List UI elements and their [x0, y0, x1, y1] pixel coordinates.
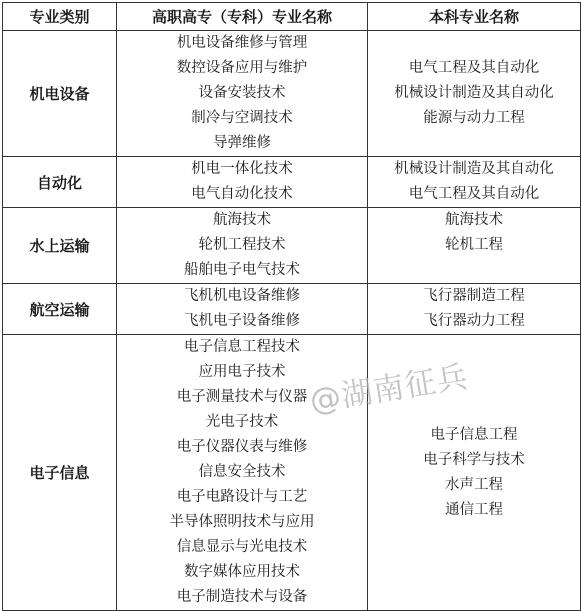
table-row [3, 335, 581, 611]
vocational-major: 电子仪器仪表与维修 [176, 439, 308, 455]
vocational-major: 船舶电子电气技术 [184, 262, 300, 278]
vocational-major: 制冷与空调技术 [191, 110, 293, 126]
undergraduate-cell [368, 284, 581, 335]
undergraduate-major: 通信工程 [445, 501, 503, 518]
vocational-major: 机电一体化技术 [191, 161, 293, 177]
vocational-major: 飞机电子设备维修 [184, 313, 300, 329]
header-category: 专业类别 [3, 3, 117, 31]
vocational-cell [117, 208, 368, 284]
undergraduate-major: 能源与动力工程 [423, 110, 525, 126]
table-header-row [3, 3, 581, 31]
watermark-text: @湖南征兵 [307, 358, 471, 420]
vocational-major: 飞机机电设备维修 [184, 288, 300, 304]
undergraduate-major: 飞行器动力工程 [423, 313, 525, 329]
vocational-major: 机电设备维修与管理 [176, 35, 308, 51]
undergraduate-major: 机械设计制造及其自动化 [394, 161, 554, 177]
undergraduate-major: 航海技术 [445, 212, 503, 228]
undergraduate-major: 水声工程 [445, 476, 503, 493]
category-cell: 电子信息 [3, 335, 117, 611]
vocational-major: 航海技术 [213, 212, 271, 228]
vocational-cell [117, 31, 368, 157]
undergraduate-major: 机械设计制造及其自动化 [394, 85, 554, 101]
vocational-major: 电子制造技术与设备 [176, 589, 308, 605]
vocational-cell [117, 284, 368, 335]
category-cell: 水上运输 [3, 208, 117, 284]
vocational-major: 电气自动化技术 [191, 186, 293, 202]
vocational-major: 数字媒体应用技术 [184, 564, 300, 580]
vocational-major: 电子测量技术与仪器 [176, 389, 308, 405]
undergraduate-major: 轮机工程 [445, 237, 503, 253]
vocational-major: 光电子技术 [205, 414, 279, 430]
undergraduate-cell [368, 31, 581, 157]
vocational-major: 电子信息工程技术 [184, 339, 300, 355]
vocational-major: 设备安装技术 [198, 85, 286, 101]
header-vocational: 高职高专（专科）专业名称 [117, 3, 368, 31]
undergraduate-cell [368, 157, 581, 208]
category-cell: 航空运输 [3, 284, 117, 335]
category-cell: 自动化 [3, 157, 117, 208]
spacer-line [368, 258, 580, 283]
undergraduate-major: 电子科学与技术 [423, 451, 525, 468]
vocational-major: 信息安全技术 [198, 464, 286, 480]
table-row [3, 208, 581, 284]
vocational-major: 半导体照明技术与应用 [169, 514, 315, 530]
table-row [3, 284, 581, 335]
header-undergraduate: 本科专业名称 [368, 3, 581, 31]
vocational-major: 应用电子技术 [198, 364, 286, 380]
undergraduate-major: 电子信息工程 [430, 426, 518, 443]
category-cell: 机电设备 [3, 31, 117, 157]
table-row [3, 157, 581, 208]
major-table [2, 2, 581, 611]
vocational-major: 导弹维修 [213, 135, 271, 151]
vocational-major: 轮机工程技术 [198, 237, 286, 253]
table-row [3, 31, 581, 157]
undergraduate-major: 飞行器制造工程 [423, 288, 525, 304]
undergraduate-major: 电气工程及其自动化 [408, 60, 540, 76]
vocational-major: 数控设备应用与维护 [176, 60, 308, 76]
vocational-major: 信息显示与光电技术 [176, 539, 308, 555]
vocational-major: 电子电路设计与工艺 [176, 489, 308, 505]
undergraduate-cell [368, 208, 581, 284]
vocational-cell [117, 157, 368, 208]
undergraduate-major: 电气工程及其自动化 [408, 186, 540, 202]
